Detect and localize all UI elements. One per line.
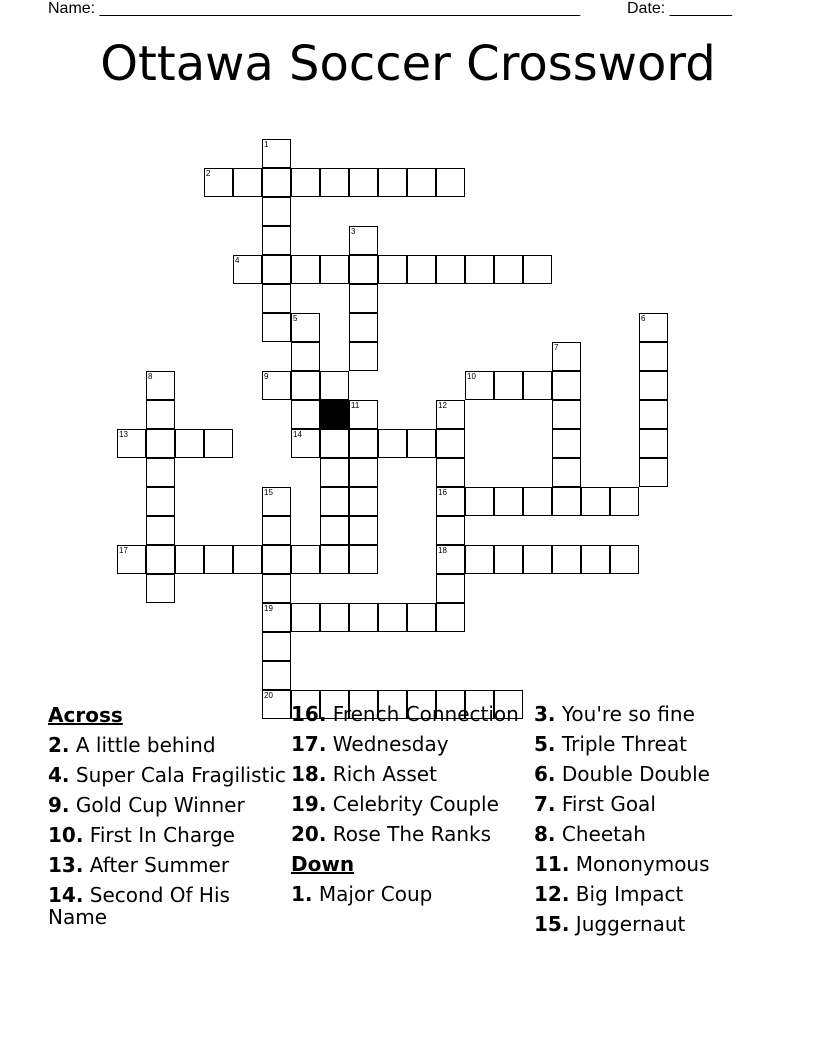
clue-number: 10 <box>467 372 476 381</box>
clue-text: After Summer <box>89 853 230 877</box>
clue-text: Triple Threat <box>561 732 687 756</box>
crossword-cell[interactable] <box>146 371 175 400</box>
crossword-cell[interactable] <box>465 487 494 516</box>
crossword-cell[interactable] <box>349 284 378 313</box>
crossword-cell[interactable] <box>320 168 349 197</box>
clue-item <box>534 913 774 935</box>
clue-item <box>48 824 288 846</box>
crossword-cell[interactable] <box>320 429 349 458</box>
crossword-cell[interactable] <box>146 400 175 429</box>
clue-item <box>534 793 774 815</box>
crossword-cell[interactable] <box>262 139 291 168</box>
crossword-cell[interactable] <box>320 487 349 516</box>
crossword-cell[interactable] <box>291 255 320 284</box>
crossword-cell[interactable] <box>610 487 639 516</box>
page-title: Ottawa Soccer Crossword <box>100 36 716 92</box>
crossword-cell[interactable] <box>436 545 465 574</box>
clue-number: 11. <box>534 852 570 876</box>
crossword-cell[interactable] <box>146 516 175 545</box>
crossword-cell[interactable] <box>262 313 291 342</box>
clue-item <box>291 733 531 755</box>
crossword-cell[interactable] <box>262 545 291 574</box>
crossword-cell[interactable] <box>349 255 378 284</box>
clue-column-1 <box>48 703 288 936</box>
crossword-cell[interactable] <box>581 487 610 516</box>
crossword-cell[interactable] <box>349 313 378 342</box>
crossword-cell[interactable] <box>407 255 436 284</box>
clue-number: 8. <box>534 822 556 846</box>
name-field-label: Name: ______________________________________________________ <box>48 0 581 17</box>
crossword-cell[interactable] <box>349 400 378 429</box>
crossword-cell[interactable] <box>639 458 668 487</box>
crossword-cell[interactable] <box>320 603 349 632</box>
clue-number: 12 <box>438 401 447 410</box>
crossword-cell[interactable] <box>262 487 291 516</box>
clue-number: 18 <box>438 546 447 555</box>
clue-number: 1. <box>291 882 313 906</box>
crossword-cell[interactable] <box>262 516 291 545</box>
crossword-cell[interactable] <box>146 458 175 487</box>
crossword-cell[interactable] <box>233 255 262 284</box>
clue-number: 3 <box>351 227 356 236</box>
clue-number: 15 <box>264 488 273 497</box>
clue-number: 20. <box>291 822 327 846</box>
crossword-cell[interactable] <box>436 429 465 458</box>
crossword-cell[interactable] <box>320 545 349 574</box>
clue-number: 4. <box>48 763 70 787</box>
clue-number: 7. <box>534 792 556 816</box>
clue-number: 20 <box>264 691 273 700</box>
clue-number: 14 <box>293 430 302 439</box>
clue-text: French Connection <box>332 702 519 726</box>
crossword-cell[interactable] <box>552 400 581 429</box>
crossword-cell[interactable] <box>552 545 581 574</box>
clue-item <box>534 703 774 725</box>
crossword-cell[interactable] <box>494 371 523 400</box>
clue-column-2 <box>291 703 531 913</box>
clue-text: A little behind <box>75 733 216 757</box>
clue-text: Mononymous <box>575 852 710 876</box>
crossword-cell[interactable] <box>552 371 581 400</box>
crossword-cell[interactable] <box>407 168 436 197</box>
crossword-cell[interactable] <box>639 313 668 342</box>
crossword-cell[interactable] <box>552 458 581 487</box>
crossword-cell[interactable] <box>320 371 349 400</box>
clue-number: 10. <box>48 823 84 847</box>
crossword-cell[interactable] <box>262 371 291 400</box>
crossword-cell[interactable] <box>349 516 378 545</box>
clue-number: 19. <box>291 792 327 816</box>
crossword-cell[interactable] <box>146 545 175 574</box>
crossword-cell[interactable] <box>465 255 494 284</box>
clue-number: 2. <box>48 733 70 757</box>
crossword-cell[interactable] <box>436 255 465 284</box>
crossword-cell[interactable] <box>378 603 407 632</box>
clue-item <box>291 763 531 785</box>
crossword-cell[interactable] <box>349 487 378 516</box>
crossword-cell[interactable] <box>436 603 465 632</box>
clue-text: Cheetah <box>561 822 646 846</box>
crossword-cell[interactable] <box>639 429 668 458</box>
clue-text: Juggernaut <box>575 912 686 936</box>
crossword-cell[interactable] <box>146 487 175 516</box>
clue-number: 6 <box>641 314 646 323</box>
clue-item <box>291 793 531 815</box>
crossword-cell[interactable] <box>523 545 552 574</box>
crossword-cell[interactable] <box>465 371 494 400</box>
date-field-label: Date: _______ <box>627 0 732 17</box>
clue-number: 15. <box>534 912 570 936</box>
clue-item <box>291 883 531 905</box>
clue-number: 16 <box>438 488 447 497</box>
crossword-cell[interactable] <box>436 168 465 197</box>
clue-text: Super Cala Fragilistic <box>75 763 286 787</box>
crossword-cell[interactable] <box>349 226 378 255</box>
clue-item <box>48 764 288 786</box>
crossword-cell[interactable] <box>436 487 465 516</box>
clue-item <box>534 763 774 785</box>
clue-item <box>534 823 774 845</box>
crossword-cell[interactable] <box>262 197 291 226</box>
crossword-cell[interactable] <box>146 574 175 603</box>
crossword-cell[interactable] <box>349 458 378 487</box>
crossword-cell[interactable] <box>523 487 552 516</box>
clue-item <box>48 794 288 816</box>
clue-text: First In Charge <box>89 823 235 847</box>
crossword-cell[interactable] <box>262 168 291 197</box>
crossword-cell[interactable] <box>349 603 378 632</box>
crossword-cell[interactable] <box>552 429 581 458</box>
crossword-cell[interactable] <box>523 255 552 284</box>
crossword-cell[interactable] <box>436 400 465 429</box>
clue-number: 5 <box>293 314 298 323</box>
clue-column-3 <box>534 703 774 943</box>
crossword-cell[interactable] <box>291 342 320 371</box>
crossword-cell[interactable] <box>523 371 552 400</box>
crossword-cell[interactable] <box>117 429 146 458</box>
crossword-cell[interactable] <box>436 516 465 545</box>
crossword-cell[interactable] <box>291 545 320 574</box>
crossword-cell[interactable] <box>378 429 407 458</box>
clue-number: 17. <box>291 732 327 756</box>
crossword-cell[interactable] <box>349 429 378 458</box>
crossword-cell[interactable] <box>407 429 436 458</box>
crossword-cell[interactable] <box>262 574 291 603</box>
clue-item <box>48 734 288 756</box>
clue-number: 4 <box>235 256 240 265</box>
clue-text: Celebrity Couple <box>332 792 499 816</box>
clue-text: First Goal <box>561 792 656 816</box>
crossword-cell[interactable] <box>291 429 320 458</box>
clue-number: 8 <box>148 372 153 381</box>
clue-number: 13. <box>48 853 84 877</box>
crossword-cell[interactable] <box>291 603 320 632</box>
clue-number: 14. <box>48 883 84 907</box>
crossword-cell[interactable] <box>262 255 291 284</box>
crossword-cell[interactable] <box>262 603 291 632</box>
clue-item <box>291 823 531 845</box>
crossword-cell[interactable] <box>262 661 291 690</box>
clue-number: 17 <box>119 546 128 555</box>
crossword-cell[interactable] <box>552 487 581 516</box>
crossword-cell[interactable] <box>320 516 349 545</box>
crossword-cell[interactable] <box>204 168 233 197</box>
clue-number: 9 <box>264 372 269 381</box>
clue-number: 3. <box>534 702 556 726</box>
clue-item <box>534 853 774 875</box>
crossword-cell[interactable] <box>349 168 378 197</box>
across-heading: Across <box>48 703 123 727</box>
clue-text: Double Double <box>561 762 710 786</box>
crossword-cell[interactable] <box>436 458 465 487</box>
clue-number: 19 <box>264 604 273 613</box>
crossword-cell[interactable] <box>146 429 175 458</box>
crossword-cell[interactable] <box>465 545 494 574</box>
crossword-cell[interactable] <box>262 226 291 255</box>
clue-number: 13 <box>119 430 128 439</box>
crossword-cell[interactable] <box>552 342 581 371</box>
clue-text: Gold Cup Winner <box>75 793 245 817</box>
clue-number: 5. <box>534 732 556 756</box>
crossword-cell[interactable] <box>320 458 349 487</box>
crossword-cell[interactable] <box>175 429 204 458</box>
clue-number: 2 <box>206 169 211 178</box>
crossword-cell[interactable] <box>233 545 262 574</box>
crossword-cell[interactable] <box>610 545 639 574</box>
clue-text: Wednesday <box>332 732 449 756</box>
clue-item <box>48 884 288 928</box>
clue-number: 11 <box>351 401 360 410</box>
clue-text: Big Impact <box>575 882 684 906</box>
crossword-cell[interactable] <box>407 603 436 632</box>
crossword-cell[interactable] <box>494 255 523 284</box>
crossword-cell[interactable] <box>233 168 262 197</box>
crossword-cell[interactable] <box>204 545 233 574</box>
crossword-cell[interactable] <box>494 487 523 516</box>
clue-number: 18. <box>291 762 327 786</box>
crossword-cell[interactable] <box>262 284 291 313</box>
clue-number: 6. <box>534 762 556 786</box>
crossword-cell[interactable] <box>639 400 668 429</box>
clue-number: 16. <box>291 702 327 726</box>
crossword-cell[interactable] <box>291 400 320 429</box>
crossword-cell[interactable] <box>581 545 610 574</box>
clue-number: 12. <box>534 882 570 906</box>
clue-number: 9. <box>48 793 70 817</box>
black-cell <box>320 400 349 429</box>
clue-text: You're so fine <box>561 702 695 726</box>
crossword-cell[interactable] <box>117 545 146 574</box>
clue-item <box>534 733 774 755</box>
crossword-cell[interactable] <box>175 545 204 574</box>
crossword-cell[interactable] <box>291 371 320 400</box>
crossword-cell[interactable] <box>291 313 320 342</box>
crossword-cell[interactable] <box>291 168 320 197</box>
crossword-cell[interactable] <box>349 545 378 574</box>
clue-text: Second Of His Name <box>48 883 230 929</box>
clue-text: Major Coup <box>318 882 433 906</box>
clue-text: Rich Asset <box>332 762 437 786</box>
crossword-cell[interactable] <box>204 429 233 458</box>
crossword-cell[interactable] <box>378 255 407 284</box>
crossword-cell[interactable] <box>320 255 349 284</box>
clue-item <box>48 854 288 876</box>
clue-number: 1 <box>264 140 269 149</box>
clue-item <box>291 703 531 725</box>
clue-number: 7 <box>554 343 559 352</box>
down-heading: Down <box>291 852 355 876</box>
crossword-cell[interactable] <box>494 545 523 574</box>
crossword-cell[interactable] <box>349 342 378 371</box>
crossword-cell[interactable] <box>639 342 668 371</box>
clue-item <box>534 883 774 905</box>
clue-text: Rose The Ranks <box>332 822 492 846</box>
crossword-cell[interactable] <box>436 574 465 603</box>
crossword-cell[interactable] <box>639 371 668 400</box>
crossword-cell[interactable] <box>378 168 407 197</box>
crossword-cell[interactable] <box>262 632 291 661</box>
